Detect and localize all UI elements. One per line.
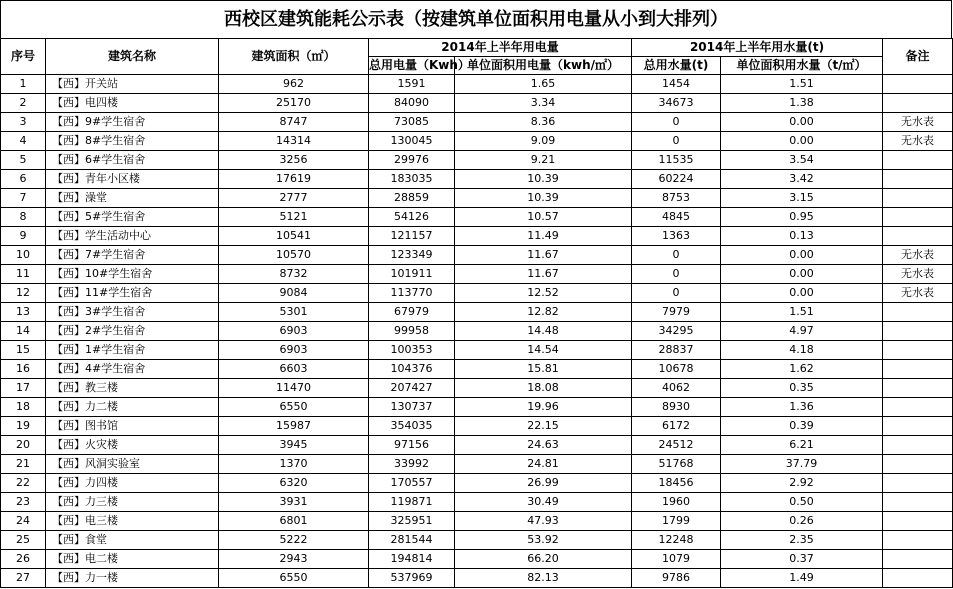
cell-area: 6903 — [219, 341, 369, 360]
cell-water-per-area: 6.21 — [721, 436, 883, 455]
cell-building-name: 【西】电四楼 — [46, 94, 219, 113]
table-row — [1, 94, 953, 113]
cell-water-total: 0 — [632, 113, 721, 132]
cell-area: 2943 — [219, 550, 369, 569]
cell-electricity-per-area: 24.63 — [455, 436, 632, 455]
cell-water-total: 11535 — [632, 151, 721, 170]
table-row — [1, 379, 953, 398]
cell-electricity-total: 119871 — [369, 493, 455, 512]
table-row — [1, 474, 953, 493]
cell-building-name: 【西】2#学生宿舍 — [46, 322, 219, 341]
cell-water-total: 6172 — [632, 417, 721, 436]
cell-building-name: 【西】澡堂 — [46, 189, 219, 208]
cell-area: 25170 — [219, 94, 369, 113]
cell-water-per-area: 0.00 — [721, 265, 883, 284]
cell-note — [883, 322, 953, 341]
cell-water-total: 1079 — [632, 550, 721, 569]
cell-area: 6603 — [219, 360, 369, 379]
cell-water-per-area: 1.62 — [721, 360, 883, 379]
cell-water-total: 1960 — [632, 493, 721, 512]
cell-electricity-per-area: 9.21 — [455, 151, 632, 170]
table-row — [1, 398, 953, 417]
cell-electricity-per-area: 8.36 — [455, 113, 632, 132]
cell-note — [883, 531, 953, 550]
cell-electricity-total: 54126 — [369, 208, 455, 227]
cell-electricity-total: 130045 — [369, 132, 455, 151]
cell-electricity-total: 97156 — [369, 436, 455, 455]
cell-seq: 18 — [1, 398, 46, 417]
cell-electricity-total: 354035 — [369, 417, 455, 436]
cell-water-per-area: 0.26 — [721, 512, 883, 531]
cell-electricity-total: 1591 — [369, 75, 455, 94]
cell-water-total: 4062 — [632, 379, 721, 398]
header-water-group: 2014年上半年用水量(t) — [632, 39, 883, 57]
cell-electricity-total: 100353 — [369, 341, 455, 360]
cell-building-name: 【西】力二楼 — [46, 398, 219, 417]
cell-water-per-area: 0.00 — [721, 284, 883, 303]
cell-water-per-area: 0.00 — [721, 246, 883, 265]
cell-building-name: 【西】8#学生宿舍 — [46, 132, 219, 151]
table-row — [1, 360, 953, 379]
cell-area: 6320 — [219, 474, 369, 493]
cell-note — [883, 151, 953, 170]
cell-note — [883, 75, 953, 94]
cell-water-total: 1363 — [632, 227, 721, 246]
table-row — [1, 455, 953, 474]
cell-water-per-area: 1.36 — [721, 398, 883, 417]
cell-water-total: 0 — [632, 284, 721, 303]
cell-electricity-per-area: 66.20 — [455, 550, 632, 569]
cell-building-name: 【西】10#学生宿舍 — [46, 265, 219, 284]
cell-electricity-per-area: 24.81 — [455, 455, 632, 474]
cell-seq: 26 — [1, 550, 46, 569]
cell-water-per-area: 3.15 — [721, 189, 883, 208]
cell-water-per-area: 0.13 — [721, 227, 883, 246]
cell-water-total: 10678 — [632, 360, 721, 379]
cell-water-per-area: 3.42 — [721, 170, 883, 189]
header-electricity-group: 2014年上半年用电量 — [369, 39, 632, 57]
cell-water-per-area: 0.50 — [721, 493, 883, 512]
header-note: 备注 — [883, 39, 953, 75]
table-row — [1, 569, 953, 588]
cell-note: 无水表 — [883, 284, 953, 303]
energy-table — [0, 38, 953, 588]
cell-note — [883, 474, 953, 493]
cell-electricity-per-area: 11.67 — [455, 265, 632, 284]
cell-building-name: 【西】电二楼 — [46, 550, 219, 569]
cell-water-total: 18456 — [632, 474, 721, 493]
cell-water-per-area: 2.35 — [721, 531, 883, 550]
cell-building-name: 【西】青年小区楼 — [46, 170, 219, 189]
cell-electricity-total: 183035 — [369, 170, 455, 189]
cell-electricity-per-area: 10.39 — [455, 189, 632, 208]
cell-water-per-area: 0.37 — [721, 550, 883, 569]
cell-water-per-area: 0.95 — [721, 208, 883, 227]
cell-water-total: 7979 — [632, 303, 721, 322]
cell-note — [883, 398, 953, 417]
table-row — [1, 170, 953, 189]
cell-note: 无水表 — [883, 132, 953, 151]
cell-seq: 4 — [1, 132, 46, 151]
cell-note: 无水表 — [883, 113, 953, 132]
cell-seq: 20 — [1, 436, 46, 455]
cell-note — [883, 550, 953, 569]
header-water-per-area: 单位面积用水量（t/㎡） — [721, 57, 883, 75]
cell-seq: 23 — [1, 493, 46, 512]
cell-electricity-per-area: 10.39 — [455, 170, 632, 189]
cell-electricity-total: 28859 — [369, 189, 455, 208]
cell-electricity-per-area: 12.82 — [455, 303, 632, 322]
cell-electricity-per-area: 47.93 — [455, 512, 632, 531]
cell-water-total: 1799 — [632, 512, 721, 531]
cell-seq: 11 — [1, 265, 46, 284]
cell-building-name: 【西】教三楼 — [46, 379, 219, 398]
cell-seq: 10 — [1, 246, 46, 265]
cell-area: 9084 — [219, 284, 369, 303]
cell-seq: 5 — [1, 151, 46, 170]
cell-area: 6903 — [219, 322, 369, 341]
cell-electricity-per-area: 22.15 — [455, 417, 632, 436]
cell-electricity-total: 101911 — [369, 265, 455, 284]
cell-area: 10541 — [219, 227, 369, 246]
cell-water-per-area: 1.51 — [721, 75, 883, 94]
cell-water-per-area: 1.38 — [721, 94, 883, 113]
cell-water-total: 60224 — [632, 170, 721, 189]
cell-electricity-total: 29976 — [369, 151, 455, 170]
cell-water-per-area: 2.92 — [721, 474, 883, 493]
cell-seq: 17 — [1, 379, 46, 398]
cell-seq: 8 — [1, 208, 46, 227]
table-row — [1, 322, 953, 341]
cell-electricity-total: 121157 — [369, 227, 455, 246]
table-row — [1, 284, 953, 303]
cell-electricity-total: 99958 — [369, 322, 455, 341]
cell-seq: 15 — [1, 341, 46, 360]
table-row — [1, 341, 953, 360]
cell-note — [883, 341, 953, 360]
cell-electricity-per-area: 26.99 — [455, 474, 632, 493]
table-row — [1, 227, 953, 246]
cell-area: 962 — [219, 75, 369, 94]
cell-building-name: 【西】学生活动中心 — [46, 227, 219, 246]
cell-note — [883, 512, 953, 531]
table-row — [1, 550, 953, 569]
cell-electricity-total: 207427 — [369, 379, 455, 398]
table-row — [1, 208, 953, 227]
cell-electricity-total: 537969 — [369, 569, 455, 588]
cell-electricity-per-area: 19.96 — [455, 398, 632, 417]
cell-seq: 6 — [1, 170, 46, 189]
cell-seq: 25 — [1, 531, 46, 550]
cell-seq: 21 — [1, 455, 46, 474]
cell-note — [883, 170, 953, 189]
cell-building-name: 【西】力一楼 — [46, 569, 219, 588]
cell-note: 无水表 — [883, 265, 953, 284]
cell-building-name: 【西】4#学生宿舍 — [46, 360, 219, 379]
cell-note — [883, 94, 953, 113]
cell-electricity-per-area: 12.52 — [455, 284, 632, 303]
table-row — [1, 75, 953, 94]
cell-seq: 24 — [1, 512, 46, 531]
cell-electricity-per-area: 14.48 — [455, 322, 632, 341]
cell-area: 3931 — [219, 493, 369, 512]
cell-water-total: 12248 — [632, 531, 721, 550]
cell-electricity-per-area: 14.54 — [455, 341, 632, 360]
cell-area: 10570 — [219, 246, 369, 265]
cell-note — [883, 455, 953, 474]
cell-water-total: 8753 — [632, 189, 721, 208]
cell-building-name: 【西】9#学生宿舍 — [46, 113, 219, 132]
table-row — [1, 132, 953, 151]
cell-electricity-per-area: 18.08 — [455, 379, 632, 398]
cell-water-total: 34673 — [632, 94, 721, 113]
cell-electricity-total: 130737 — [369, 398, 455, 417]
cell-area: 8732 — [219, 265, 369, 284]
cell-building-name: 【西】3#学生宿舍 — [46, 303, 219, 322]
cell-electricity-per-area: 10.57 — [455, 208, 632, 227]
cell-area: 3945 — [219, 436, 369, 455]
cell-area: 6801 — [219, 512, 369, 531]
cell-water-per-area: 0.00 — [721, 132, 883, 151]
cell-seq: 12 — [1, 284, 46, 303]
cell-water-total: 4845 — [632, 208, 721, 227]
cell-building-name: 【西】火灾楼 — [46, 436, 219, 455]
cell-area: 5301 — [219, 303, 369, 322]
cell-water-total: 34295 — [632, 322, 721, 341]
cell-building-name: 【西】风洞实验室 — [46, 455, 219, 474]
cell-note — [883, 208, 953, 227]
table-row — [1, 512, 953, 531]
table-title: 西校区建筑能耗公示表（按建筑单位面积用电量从小到大排列） — [0, 0, 952, 38]
cell-water-per-area: 1.51 — [721, 303, 883, 322]
cell-electricity-total: 33992 — [369, 455, 455, 474]
cell-water-per-area: 4.97 — [721, 322, 883, 341]
table-row — [1, 436, 953, 455]
cell-water-total: 0 — [632, 132, 721, 151]
cell-building-name: 【西】5#学生宿舍 — [46, 208, 219, 227]
cell-electricity-per-area: 30.49 — [455, 493, 632, 512]
cell-seq: 22 — [1, 474, 46, 493]
cell-electricity-total: 194814 — [369, 550, 455, 569]
cell-area: 14314 — [219, 132, 369, 151]
table-row — [1, 189, 953, 208]
cell-building-name: 【西】6#学生宿舍 — [46, 151, 219, 170]
cell-seq: 16 — [1, 360, 46, 379]
cell-water-per-area: 3.54 — [721, 151, 883, 170]
cell-note — [883, 417, 953, 436]
header-area: 建筑面积（㎡） — [219, 39, 369, 75]
cell-electricity-total: 104376 — [369, 360, 455, 379]
cell-area: 17619 — [219, 170, 369, 189]
cell-seq: 3 — [1, 113, 46, 132]
cell-area: 15987 — [219, 417, 369, 436]
cell-seq: 27 — [1, 569, 46, 588]
cell-water-total: 1454 — [632, 75, 721, 94]
cell-electricity-total: 170557 — [369, 474, 455, 493]
cell-water-per-area: 0.35 — [721, 379, 883, 398]
cell-note — [883, 360, 953, 379]
cell-building-name: 【西】1#学生宿舍 — [46, 341, 219, 360]
cell-area: 1370 — [219, 455, 369, 474]
cell-seq: 13 — [1, 303, 46, 322]
cell-electricity-per-area: 11.67 — [455, 246, 632, 265]
cell-note — [883, 227, 953, 246]
header-electricity-per-area: 单位面积用电量（kwh/㎡） — [455, 57, 632, 75]
header-electricity-total: 总用电量（Kwh） — [369, 57, 455, 75]
cell-electricity-per-area: 82.13 — [455, 569, 632, 588]
cell-water-total: 0 — [632, 246, 721, 265]
cell-note — [883, 303, 953, 322]
cell-note — [883, 189, 953, 208]
cell-building-name: 【西】力四楼 — [46, 474, 219, 493]
header-water-total: 总用水量(t) — [632, 57, 721, 75]
table-row — [1, 265, 953, 284]
table-row — [1, 493, 953, 512]
cell-note — [883, 436, 953, 455]
table-row — [1, 417, 953, 436]
cell-water-total: 28837 — [632, 341, 721, 360]
cell-electricity-total: 84090 — [369, 94, 455, 113]
cell-area: 5222 — [219, 531, 369, 550]
cell-water-per-area: 4.18 — [721, 341, 883, 360]
cell-water-total: 8930 — [632, 398, 721, 417]
cell-building-name: 【西】开关站 — [46, 75, 219, 94]
cell-building-name: 【西】7#学生宿舍 — [46, 246, 219, 265]
cell-area: 11470 — [219, 379, 369, 398]
cell-water-per-area: 0.00 — [721, 113, 883, 132]
cell-water-total: 0 — [632, 265, 721, 284]
cell-seq: 19 — [1, 417, 46, 436]
cell-water-per-area: 0.39 — [721, 417, 883, 436]
cell-building-name: 【西】图书馆 — [46, 417, 219, 436]
cell-seq: 7 — [1, 189, 46, 208]
cell-water-total: 24512 — [632, 436, 721, 455]
cell-electricity-per-area: 53.92 — [455, 531, 632, 550]
table-row — [1, 113, 953, 132]
cell-area: 6550 — [219, 569, 369, 588]
cell-note — [883, 569, 953, 588]
cell-note: 无水表 — [883, 246, 953, 265]
cell-water-per-area: 1.49 — [721, 569, 883, 588]
cell-building-name: 【西】力三楼 — [46, 493, 219, 512]
cell-electricity-total: 113770 — [369, 284, 455, 303]
cell-area: 6550 — [219, 398, 369, 417]
cell-area: 2777 — [219, 189, 369, 208]
cell-note — [883, 493, 953, 512]
cell-seq: 9 — [1, 227, 46, 246]
cell-seq: 2 — [1, 94, 46, 113]
cell-electricity-total: 123349 — [369, 246, 455, 265]
cell-electricity-per-area: 11.49 — [455, 227, 632, 246]
cell-seq: 14 — [1, 322, 46, 341]
cell-water-total: 9786 — [632, 569, 721, 588]
header-building-name: 建筑名称 — [46, 39, 219, 75]
cell-water-per-area: 37.79 — [721, 455, 883, 474]
cell-electricity-per-area: 1.65 — [455, 75, 632, 94]
cell-note — [883, 379, 953, 398]
cell-seq: 1 — [1, 75, 46, 94]
cell-building-name: 【西】电三楼 — [46, 512, 219, 531]
cell-area: 5121 — [219, 208, 369, 227]
cell-water-total: 51768 — [632, 455, 721, 474]
cell-area: 8747 — [219, 113, 369, 132]
cell-electricity-total: 67979 — [369, 303, 455, 322]
cell-electricity-total: 325951 — [369, 512, 455, 531]
header-seq: 序号 — [1, 39, 46, 75]
cell-building-name: 【西】11#学生宿舍 — [46, 284, 219, 303]
cell-electricity-per-area: 3.34 — [455, 94, 632, 113]
cell-area: 3256 — [219, 151, 369, 170]
cell-building-name: 【西】食堂 — [46, 531, 219, 550]
table-row — [1, 151, 953, 170]
table-row — [1, 246, 953, 265]
table-body — [1, 75, 953, 588]
cell-electricity-per-area: 15.81 — [455, 360, 632, 379]
cell-electricity-total: 73085 — [369, 113, 455, 132]
table-row — [1, 531, 953, 550]
cell-electricity-per-area: 9.09 — [455, 132, 632, 151]
table-row — [1, 303, 953, 322]
cell-electricity-total: 281544 — [369, 531, 455, 550]
